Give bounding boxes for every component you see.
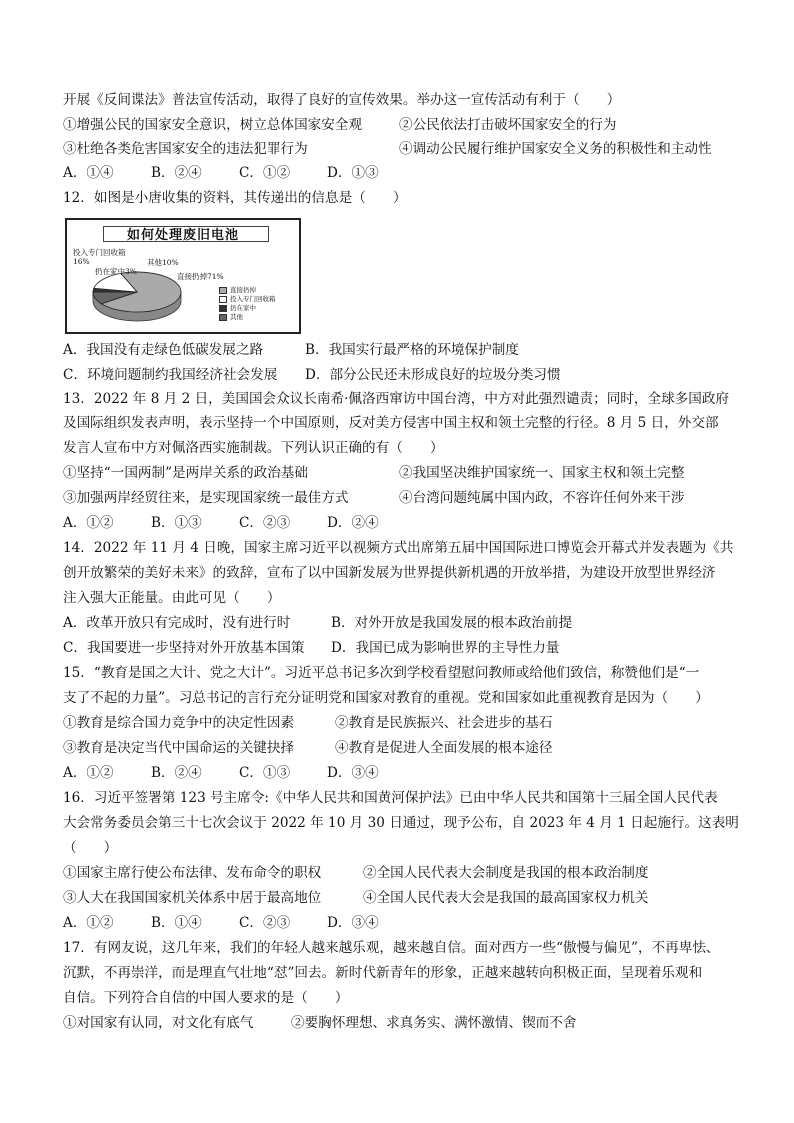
q17-statement-1: ①对国家有认同，对文化有底气 (63, 1015, 254, 1031)
chart-title: 如何处理废旧电池 (126, 228, 239, 243)
q13-statement-2: ②我国坚决维护国家统一、国家主权和领土完整 (399, 465, 685, 481)
q11-statement-4: ④调动公民履行维护国家安全义务的积极性和主动性 (399, 141, 712, 157)
q15-option-c: C．①③ (239, 765, 291, 781)
q15-statement-1: ①教育是综合国力竞争中的决定性因素 (63, 715, 295, 731)
q11-stem: 开展《反间谍法》普法宣传活动，取得了良好的宣传效果。举办这一宣传活动有利于（ ） (63, 92, 621, 108)
q13-statements-2 (63, 489, 744, 507)
legend-item: 扔在家中 (219, 304, 276, 313)
q11-option-d: D．①③ (327, 165, 379, 181)
q13-stem-1: 13．2022 年 8 月 2 日，美国国会众议长南希·佩洛西窜访中国台湾，中方对此强烈谴责；同时，全球多国政府 (63, 391, 730, 407)
legend-item: 直接扔掉 (219, 286, 276, 295)
q14-option-b: B．对外开放是我国发展的根本政治前提 (331, 615, 573, 631)
q11-option-a: A．①④ (63, 165, 114, 181)
q16-stem-1: 16．习近平签署第 123 号主席令:《中华人民共和国黄河保护法》已由中华人民共和国第十三届全国人民代表 (63, 790, 718, 806)
q11-statement-2: ②公民依法打击破坏国家安全的行为 (399, 117, 617, 133)
q13-options (63, 514, 744, 532)
q11-statements-1 (63, 116, 744, 134)
q14-options-2 (63, 639, 744, 657)
legend-swatch (219, 305, 227, 312)
q17-statement-2: ②要胸怀理想、求真务实、满怀激情、锲而不舍 (291, 1015, 577, 1031)
q16-statement-4: ④全国人民代表大会是我国的最高国家权力机关 (363, 890, 649, 906)
q15-option-a: A．①② (63, 765, 114, 781)
q15-option-d: D．③④ (327, 765, 379, 781)
q13-option-b: B．①③ (151, 515, 202, 531)
q15-statement-3: ③教育是决定当代中国命运的关键抉择 (63, 740, 295, 756)
q11-statement-3: ③杜绝各类危害国家安全的违法犯罪行为 (63, 141, 308, 157)
q11-statements-2 (63, 140, 744, 158)
q11-statement-1: ①增强公民的国家安全意识，树立总体国家安全观 (63, 117, 363, 133)
q17-statements-1 (63, 1014, 744, 1032)
q17-stem-1: 17．有网友说，这几年来，我们的年轻人越来越乐观，越来越自信。面对西方一些“傲慢与偏见”，不再卑怯、 (63, 940, 720, 956)
legend-item: 投入专门回收箱 (219, 295, 276, 304)
q16-statement-1: ①国家主席行使公布法律、发布命令的职权 (63, 865, 322, 881)
q13-statement-3: ③加强两岸经贸往来，是实现国家统一最佳方式 (63, 490, 349, 506)
q14-stem-1: 14．2022 年 11 月 4 日晚，国家主席习近平以视频方式出席第五届中国国际进口博览会开幕式并发表题为《共 (63, 540, 734, 556)
slice-label-home: 扔在家中3% (95, 267, 137, 276)
q15-stem-1: 15．“教育是国之大计、党之大计”。习近平总书记多次到学校看望慰问教师或给他们致信，称赞他们是“一 (63, 665, 700, 681)
q12-option-c: C．环境问题制约我国经济社会发展 (63, 367, 278, 383)
legend-item: 其他 (219, 313, 276, 322)
q16-statement-3: ③人大在我国国家机关体系中居于最高地位 (63, 890, 322, 906)
q13-statement-4: ④台湾问题纯属中国内政，不容许任何外来干涉 (399, 490, 685, 506)
q17-stem-2: 沉默，不再崇洋，而是理直气壮地“怼”回去。新时代新青年的形象，正越来越转向积极正面，呈现着乐观和 (63, 965, 703, 981)
q11-option-b: B．②④ (151, 165, 202, 181)
q13-option-c: C．②③ (239, 515, 291, 531)
q15-statements-1 (63, 714, 744, 732)
q17-stem-3: 自信。下列符合自信的中国人要求的是（ ） (63, 990, 349, 1006)
q14-options-1 (63, 614, 744, 632)
q14-stem-3: 注入强大正能量。由此可见（ ） (63, 590, 281, 606)
q16-option-c: C．②③ (239, 915, 291, 931)
legend-swatch (219, 296, 227, 303)
q14-stem-2: 创开放繁荣的美好未来》的致辞，宣布了以中国新发展为世界提供新机遇的开放举措，为建设开放型世界经济 (63, 565, 716, 581)
slice-label-discard: 直接扔掉71% (177, 272, 224, 281)
legend-swatch (219, 314, 227, 321)
q15-statements-2 (63, 739, 744, 757)
q12-options-1 (63, 341, 744, 359)
q16-stem-2: 大会常务委员会第三十七次会议于 2022 年 10 月 30 日通过，现予公布，自 2023 年 4 月 1 日起施行。这表明 (63, 815, 739, 831)
q11-options (63, 164, 744, 182)
q16-option-a: A．①② (63, 915, 114, 931)
q12-option-a: A．我国没有走绿色低碳发展之路 (63, 342, 264, 358)
q15-options (63, 764, 744, 782)
q11-option-c: C．①② (239, 165, 291, 181)
pie-chart-figure (65, 218, 301, 334)
slice-label-other: 其他10% (147, 258, 179, 267)
q13-option-a: A．①② (63, 515, 114, 531)
q12-option-d: D．部分公民还未形成良好的垃圾分类习惯 (305, 367, 561, 383)
q16-options (63, 914, 744, 932)
q14-option-d: D．我国已成为影响世界的主导性力量 (331, 640, 560, 656)
slice-label-recycle: 投入专门回收箱16% (73, 248, 126, 266)
q14-option-c: C．我国要进一步坚持对外开放基本国策 (63, 640, 305, 656)
q12-options-2 (63, 366, 744, 384)
chart-legend (219, 286, 276, 322)
q12-option-b: B．我国实行最严格的环境保护制度 (305, 342, 519, 358)
q16-option-b: B．①④ (151, 915, 202, 931)
q16-statement-2: ②全国人民代表大会制度是我国的根本政治制度 (363, 865, 649, 881)
q16-stem-3: （ ） (63, 840, 118, 856)
q12-stem: 12．如图是小唐收集的资料，其传递出的信息是（ ） (63, 190, 407, 206)
q16-option-d: D．③④ (327, 915, 379, 931)
q13-option-d: D．②④ (327, 515, 379, 531)
q16-statements-2 (63, 889, 744, 907)
q15-stem-2: 支了不起的力量”。习总书记的言行充分证明党和国家对教育的重视。党和国家如此重视教育是因为（ ） (63, 690, 709, 706)
q15-option-b: B．②④ (151, 765, 202, 781)
q16-statements-1 (63, 864, 744, 882)
q13-statements-1 (63, 464, 744, 482)
q15-statement-2: ②教育是民族振兴、社会进步的基石 (335, 715, 553, 731)
legend-swatch (219, 287, 227, 294)
q13-stem-2: 及国际组织发表声明，表示坚持一个中国原则，反对美方侵害中国主权和领土完整的行径。8 月 5 日，外交部 (63, 415, 719, 431)
q15-statement-4: ④教育是促进人全面发展的根本途径 (335, 740, 553, 756)
q13-stem-3: 发言人宣布中方对佩洛西实施制裁。下列认识正确的有（ ） (63, 440, 444, 456)
q13-statement-1: ①坚持“一国两制”是两岸关系的政治基础 (63, 465, 308, 481)
q14-option-a: A．改革开放只有完成时，没有进行时 (63, 615, 291, 631)
